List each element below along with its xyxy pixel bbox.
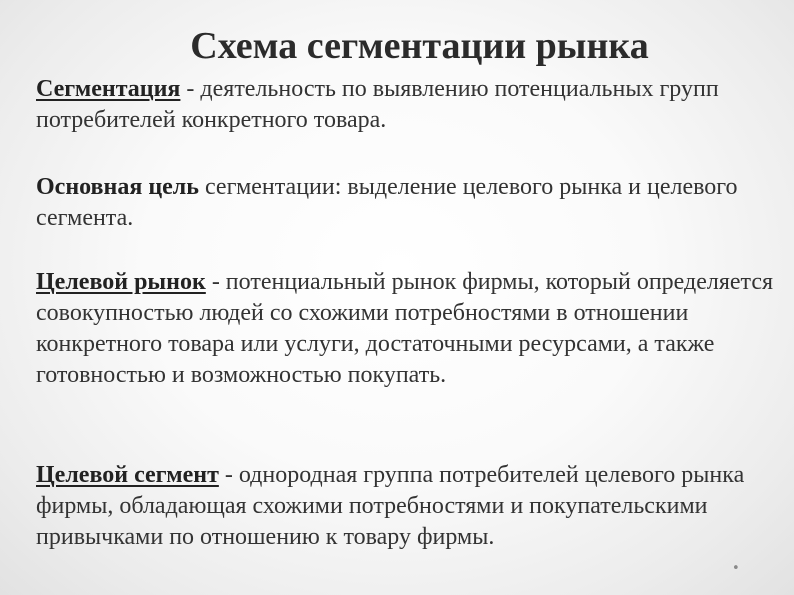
paragraph-target-market — [36, 267, 776, 391]
paragraph-target-segment — [36, 460, 776, 553]
slide-title: Схема сегментации рынка — [190, 25, 649, 67]
paragraph-main-goal — [36, 172, 776, 234]
definition-target-market: - потенциальный рынок фирмы, который определяется совокупностью людей со схожими потребностями в отношении конкретного товара или услуги, достаточными ресурсами, а также готовностью и возможностью покупать. — [36, 269, 774, 388]
paragraph-segmentation — [36, 74, 776, 136]
definition-main-goal: сегментации: выделение целевого рынка и целевого сегмента. — [36, 174, 738, 231]
definition-target-segment: - однородная группа потребителей целевого рынка фирмы, обладающая схожими потребностями и покупательскими привычками по отношению к товару фирмы. — [36, 462, 745, 550]
term-target-market: Целевой рынок — [36, 269, 206, 295]
footer-bullet: • — [732, 561, 740, 576]
term-segmentation: Сегментация — [36, 76, 181, 102]
definition-segmentation: - деятельность по выявлению потенциальных групп потребителей конкретного товара. — [36, 76, 719, 133]
term-main-goal: Основная цель — [36, 174, 199, 200]
term-target-segment: Целевой сегмент — [36, 462, 219, 488]
